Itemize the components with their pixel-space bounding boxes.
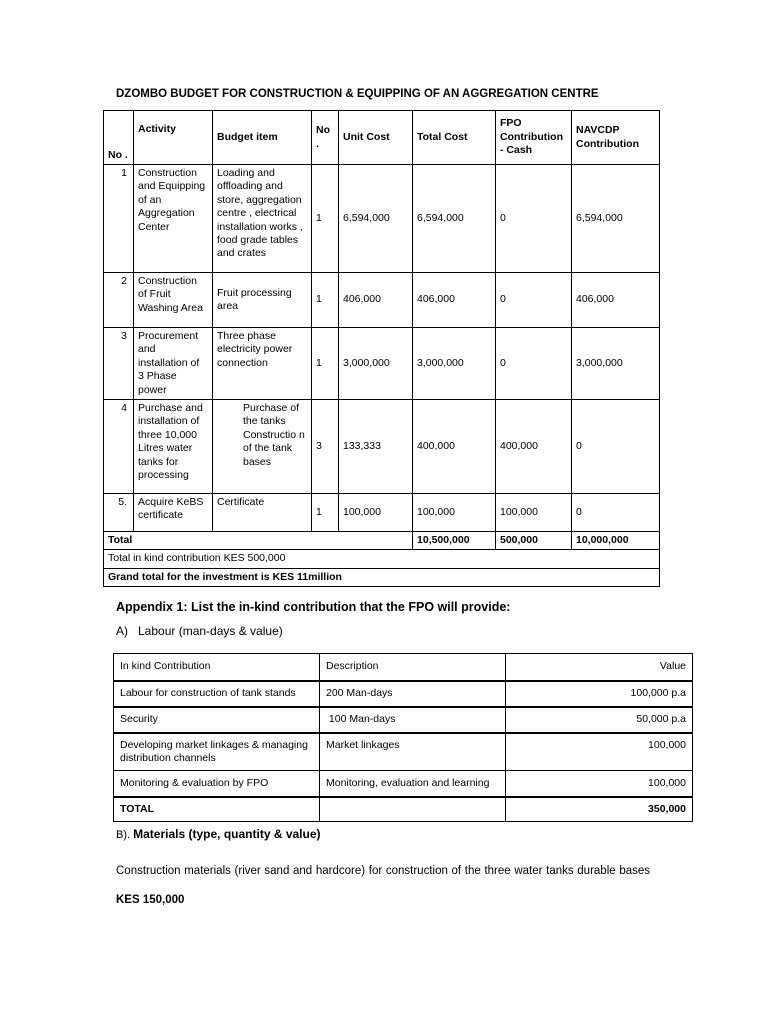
header-activity: Activity: [134, 111, 213, 165]
row-activity: Purchase and installation of three 10,000 Litres water tanks for processing: [134, 400, 213, 494]
header-quantity: No .: [312, 111, 339, 165]
header-budget-item: Budget item: [213, 111, 312, 165]
budget-table: [103, 110, 660, 587]
budget-row: [104, 328, 660, 400]
document-title: DZOMBO BUDGET FOR CONSTRUCTION & EQUIPPING OF AN AGGREGATION CENTRE: [116, 88, 599, 100]
header-navcdp-contribution: NAVCDP Contribution: [572, 111, 660, 165]
table-row: [114, 733, 693, 771]
inkind-contribution: Labour for construction of tank stands: [114, 681, 320, 707]
inkind-value: 50,000 p.a: [506, 707, 693, 733]
row-fpo-contribution: 0: [496, 328, 572, 400]
materials-value: KES 150,000: [116, 894, 185, 906]
section-b-heading: [116, 827, 321, 841]
budget-row: [104, 400, 660, 494]
inkind-description: 200 Man-days: [320, 681, 506, 707]
row-number: 4: [104, 400, 134, 494]
budget-row: [104, 273, 660, 328]
header-unit-cost: Unit Cost: [339, 111, 413, 165]
total-navcdp-value: 10,000,000: [572, 532, 660, 550]
row-navcdp-contribution: 0: [572, 494, 660, 532]
row-total-cost: 400,000: [413, 400, 496, 494]
inkind-description: Market linkages: [320, 733, 506, 771]
inkind-table: [113, 653, 693, 822]
total-cost-value: 10,500,000: [413, 532, 496, 550]
materials-paragraph: [116, 857, 650, 915]
row-total-cost: 406,000: [413, 273, 496, 328]
budget-header-row: [104, 111, 660, 165]
row-activity: Acquire KeBS certificate: [134, 494, 213, 532]
row-activity: Procurement and installation of 3 Phase power: [134, 328, 213, 400]
row-unit-cost: 3,000,000: [339, 328, 413, 400]
budget-row: [104, 494, 660, 532]
inkind-total-empty: [320, 797, 506, 822]
row-unit-cost: 406,000: [339, 273, 413, 328]
inkind-summary: Total in kind contribution KES 500,000: [104, 550, 660, 568]
row-number: 3: [104, 328, 134, 400]
row-fpo-contribution: 400,000: [496, 400, 572, 494]
row-navcdp-contribution: 0: [572, 400, 660, 494]
row-fpo-contribution: 0: [496, 165, 572, 273]
row-total-cost: 3,000,000: [413, 328, 496, 400]
row-navcdp-contribution: 3,000,000: [572, 328, 660, 400]
row-navcdp-contribution: 6,594,000: [572, 165, 660, 273]
section-b-text: Materials (type, quantity & value): [133, 827, 321, 841]
row-budget-item: Three phase electricity power connection: [213, 328, 312, 400]
inkind-contribution: Security: [114, 707, 320, 733]
row-number: 2: [104, 273, 134, 328]
table-row: [114, 681, 693, 707]
grand-total-row: [104, 568, 660, 586]
row-activity: Construction of Fruit Washing Area: [134, 273, 213, 328]
inkind-value: 100,000 p.a: [506, 681, 693, 707]
inkind-total-row: [114, 797, 693, 822]
row-quantity: 1: [312, 494, 339, 532]
section-b-prefix: B).: [116, 829, 131, 841]
inkind-total-label: TOTAL: [114, 797, 320, 822]
row-number: 5.: [104, 494, 134, 532]
total-label: Total: [104, 532, 413, 550]
row-number: 1: [104, 165, 134, 273]
grand-total: Grand total for the investment is KES 11million: [104, 568, 660, 586]
header-total-cost: Total Cost: [413, 111, 496, 165]
row-fpo-contribution: 0: [496, 273, 572, 328]
inkind-value: 100,000: [506, 771, 693, 797]
header-description: Description: [320, 654, 506, 681]
inkind-value: 100,000: [506, 733, 693, 771]
section-a-heading: [116, 624, 283, 638]
row-navcdp-contribution: 406,000: [572, 273, 660, 328]
row-budget-item: Fruit processing area: [213, 273, 312, 328]
row-budget-item: [213, 400, 312, 494]
section-a-letter: A): [116, 624, 128, 638]
row-unit-cost: 100,000: [339, 494, 413, 532]
row-quantity: 1: [312, 273, 339, 328]
inkind-header-row: [114, 654, 693, 681]
appendix-title: Appendix 1: List the in-kind contribution that the FPO will provide:: [116, 600, 511, 614]
budget-row: [104, 165, 660, 273]
row-fpo-contribution: 100,000: [496, 494, 572, 532]
row-quantity: 1: [312, 165, 339, 273]
header-fpo-contribution: FPO Contribution - Cash: [496, 111, 572, 165]
row-total-cost: 100,000: [413, 494, 496, 532]
inkind-total-value: 350,000: [506, 797, 693, 822]
inkind-contribution: Monitoring & evaluation by FPO: [114, 771, 320, 797]
section-a-text: Labour (man-days & value): [138, 624, 283, 638]
header-value: Value: [506, 654, 693, 681]
row-budget-item: Certificate: [213, 494, 312, 532]
inkind-description: 100 Man-days: [320, 707, 506, 733]
row-quantity: 3: [312, 400, 339, 494]
total-row: [104, 532, 660, 550]
list-item: Constructio n of the tank bases: [243, 428, 305, 468]
row-budget-item: Loading and offloading and store, aggregation centre , electrical installation works , food grade tables and crates: [213, 165, 312, 273]
table-row: [114, 707, 693, 733]
materials-text: Construction materials (river sand and hardcore) for construction of the three water tanks durable bases: [116, 865, 650, 877]
row-activity: Construction and Equipping of an Aggregation Center: [134, 165, 213, 273]
inkind-contribution: Developing market linkages & managing distribution channels: [114, 733, 320, 771]
inkind-summary-row: [104, 550, 660, 568]
header-contribution: In kind Contribution: [114, 654, 320, 681]
list-item: Purchase of the tanks: [243, 402, 300, 428]
table-row: [114, 771, 693, 797]
row-unit-cost: 6,594,000: [339, 165, 413, 273]
total-fpo-value: 500,000: [496, 532, 572, 550]
inkind-description: Monitoring, evaluation and learning: [320, 771, 506, 797]
header-no: No .: [104, 111, 134, 165]
row-unit-cost: 133,333: [339, 400, 413, 494]
row-total-cost: 6,594,000: [413, 165, 496, 273]
row-quantity: 1: [312, 328, 339, 400]
